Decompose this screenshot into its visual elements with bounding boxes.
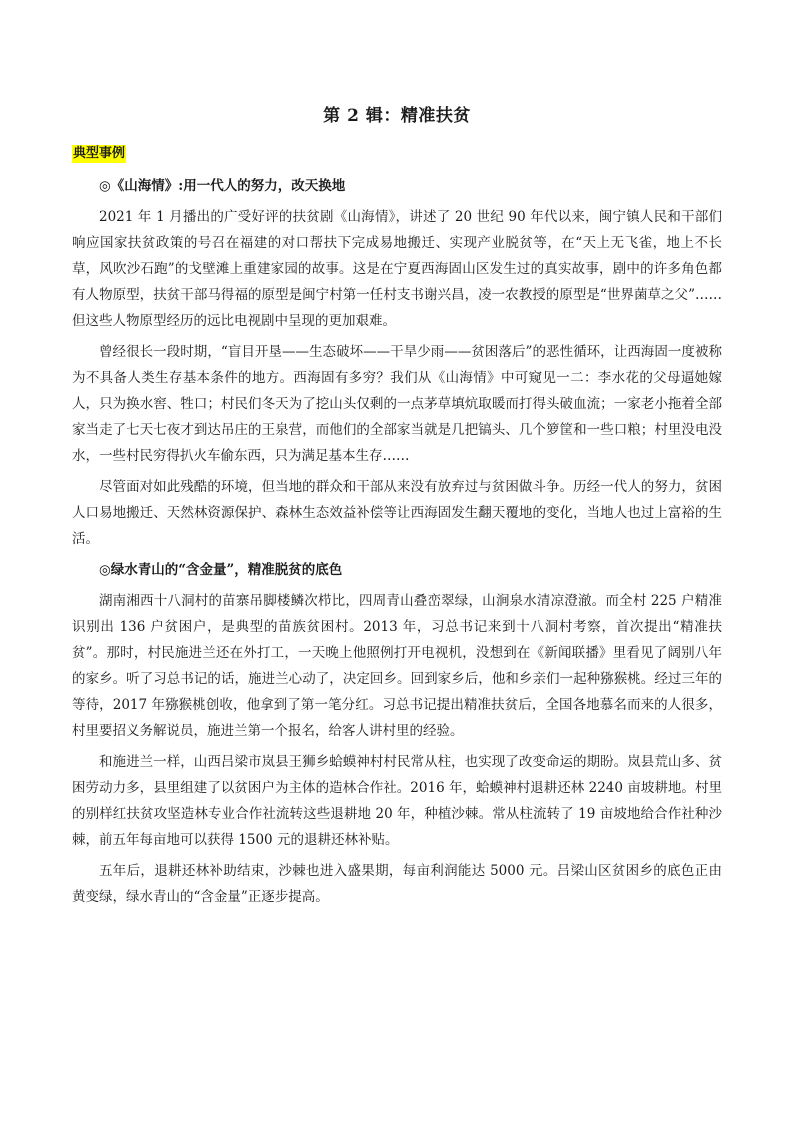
paragraph: 和施进兰一样，山西吕梁市岚县王狮乡蛤蟆神村村民常从柱，也实现了改变命运的期盼。岚县荒山多、贫困劳动力多，县里组建了以贫困户为主体的造林合作社。2016 年，蛤蟆神村退耕还林 2240 亩坡耕地。村里的别样红扶贫攻坚造林专业合作社流转这些退耕地 20 年，种植沙棘。常从柱流转了 19 亩坡地给合作社种沙棘，前五年每亩地可以获得 1500 元的退耕还林补贴。 [72,754,722,848]
paragraph: 2021 年 1 月播出的广受好评的扶贫剧《山海情》，讲述了 20 世纪 90 年代以来，闽宁镇人民和干部们响应国家扶贫政策的号召在福建的对口帮扶下完成易地搬迁、实现产业脱贫等，在“天上无飞雀，地上不长草，风吹沙石跑”的戈壁滩上重建家园的故事。这是在宁夏西海固山区发生过的真实故事，剧中的许多角色都有人物原型，扶贫干部马得福的原型是闽宁村第一任村支书谢兴昌，凌一农教授的原型是“世界菌草之父”……但这些人物原型经历的远比电视剧中呈现的更加艰难。 [72,209,722,329]
paragraph: 五年后，退耕还林补助结束，沙棘也进入盛果期，每亩利润能达 5000 元。吕梁山区贫困乡的底色正由黄变绿，绿水青山的“含金量”正逐步提高。 [72,863,722,905]
paragraph: 曾经很长一段时期，“盲目开垦——生态破坏——干旱少雨——贫困落后”的恶性循环，让西海固一度被称为不具备人类生存基本条件的地方。西海固有多穷？我们从《山海情》中可窥见一二：李水花的父母逼她嫁人，只为换水窖、牲口；村民们冬天为了挖山头仅剩的一点茅草填炕取暖而打得头破血流；一家老小拖着全部家当走了七天七夜才到达吊庄的王泉营，而他们的全部家当就是几把镐头、几个箩筐和一些口粮；村里没电没水，一些村民穷得扒火车偷东西，只为满足基本生存…… [72,344,722,464]
page-title: 第 2 辑：精准扶贫 [323,106,471,126]
article-body [72,173,722,915]
paragraph: 湖南湘西十八洞村的苗寨吊脚楼鳞次栉比，四周青山叠峦翠绿，山涧泉水清凉澄澈。而全村 225 户精准识别出 136 户贫困户，是典型的苗族贫困村。2013 年，习总书记来到十八洞村考察，首次提出“精准扶贫”。那时，村民施进兰还在外打工，一天晚上他照例打开电视机，没想到在《新闻联播》里看见了阔别八年的家乡。听了习总书记的话，施进兰心动了，决定回乡。回到家乡后，他和乡亲们一起种猕猴桃。经过三年的等待，2017 年猕猴桃创收，他拿到了第一笔分红。习总书记提出精准扶贫后，全国各地慕名而来的人很多，村里要招义务解说员，施进兰第一个报名，给客人讲村里的经验。 [72,593,722,739]
paragraph: 尽管面对如此残酷的环境，但当地的群众和干部从来没有放弃过与贫困做斗争。历经一代人的努力，贫困人口易地搬迁、天然林资源保护、森林生态效益补偿等让西海固发生翻天覆地的变化，当地人也过上富裕的生活。 [72,479,722,547]
section-heading-shanhaiqing: ◎《山海情》:用一代人的努力，改天换地 [99,178,346,194]
section-tag-highlight: 典型事例 [73,146,126,161]
section-heading-green-mountains: ◎绿水青山的“含金量”，精准脱贫的底色 [99,562,343,578]
